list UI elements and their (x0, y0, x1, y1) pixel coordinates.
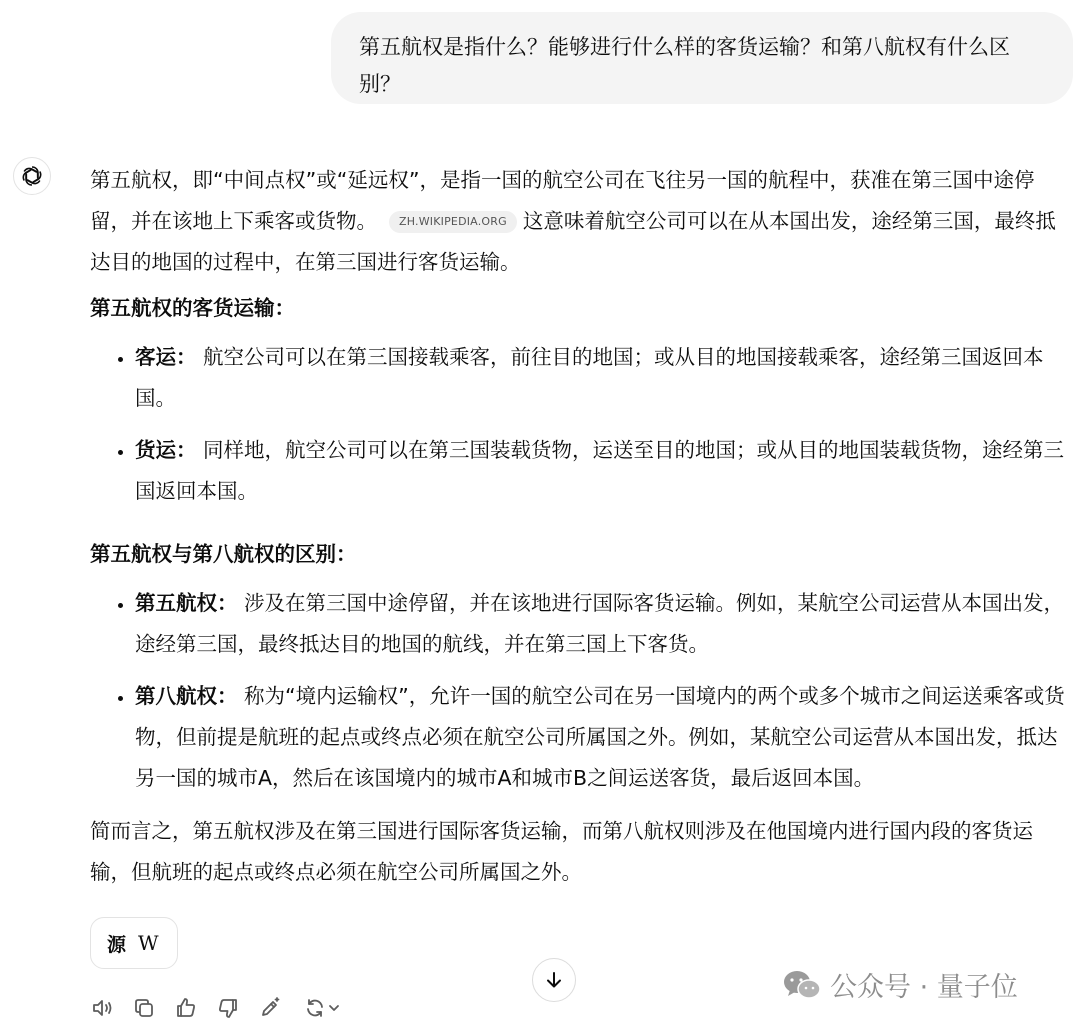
list-item (135, 583, 1070, 665)
scroll-down-button[interactable] (532, 958, 576, 1002)
thumbs-up-icon (174, 996, 198, 1020)
citation-chip[interactable]: ZH.WIKIPEDIA.ORG (389, 211, 517, 233)
copy-icon (132, 996, 156, 1020)
regenerate-icon (303, 996, 327, 1020)
user-message-text: 第五航权是指什么？能够进行什么样的客货运输？和第八航权有什么区别？ (359, 35, 1010, 96)
assistant-avatar (13, 157, 51, 195)
wechat-icon (782, 968, 822, 1002)
watermark (782, 965, 1018, 1004)
section-heading-difference: 第五航权与第八航权的区别： (90, 542, 357, 566)
list-item (135, 337, 1070, 419)
item-label: 第八航权： (135, 684, 238, 708)
transport-list (90, 337, 1070, 512)
thumbs-down-icon (216, 996, 240, 1020)
wikipedia-icon: W (138, 931, 159, 955)
copy-button[interactable] (132, 996, 156, 1020)
intro-text-2: 这意味着航空公司可以在从本国出发，途经第三国，最终抵达目的地国的过程中，在第三国进行客货运输。 (90, 209, 1056, 274)
thumbs-up-button[interactable] (174, 996, 198, 1020)
difference-list (90, 583, 1070, 799)
edit-sparkle-button[interactable] (258, 996, 282, 1020)
item-text: 涉及在第三国中途停留，并在该地进行国际客货运输。例如，某航空公司运营从本国出发，途经第三国，最终抵达目的地国的航线，并在第三国上下客货。 (135, 591, 1065, 656)
list-item (135, 676, 1070, 799)
watermark-text: 公众号 · 量子位 (830, 972, 1018, 1003)
intro-text-1: 第五航权，即“中间点权”或“延远权”，是指一国的航空公司在飞往另一国的航程中，获准在第三国中途停留，并在该地上下乘客或货物。 (90, 168, 1035, 233)
answer-intro (90, 160, 1070, 283)
user-message-bubble (331, 12, 1073, 104)
item-text: 航空公司可以在第三国接载乘客，前往目的地国；或从目的地国接载乘客，途经第三国返回本国。 (135, 345, 1044, 410)
read-aloud-icon (90, 996, 114, 1020)
thumbs-down-button[interactable] (216, 996, 240, 1020)
openai-logo-icon (20, 164, 44, 188)
regenerate-button[interactable] (300, 996, 344, 1020)
item-text: 称为“境内运输权”，允许一国的航空公司在另一国境内的两个或多个城市之间运送乘客或货物，但前提是航班的起点或终点必须在航空公司所属国之外。例如，某航空公司运营从本国出发，抵达另一国的城市A，然后在该国境内的城市A和城市B之间运送客货，最后返回本国。 (135, 684, 1065, 790)
sources-label: 源 (107, 933, 127, 956)
chevron-down-icon (327, 1001, 341, 1015)
item-label: 货运： (135, 438, 197, 462)
item-label: 第五航权： (135, 591, 238, 615)
assistant-answer (90, 160, 1070, 893)
item-text: 同样地，航空公司可以在第三国装载货物，运送至目的地国；或从目的地国装载货物，途经第三国返回本国。 (135, 438, 1065, 503)
message-actions (90, 996, 344, 1020)
section-heading-transport: 第五航权的客货运输： (90, 296, 295, 320)
read-aloud-button[interactable] (90, 996, 114, 1020)
edit-sparkle-icon (258, 996, 282, 1020)
item-label: 客运： (135, 345, 197, 369)
arrow-down-icon (544, 970, 564, 990)
list-item (135, 430, 1070, 512)
sources-button[interactable] (90, 917, 178, 969)
answer-summary: 简而言之，第五航权涉及在第三国进行国际客货运输，而第八航权则涉及在他国境内进行国内段的客货运输，但航班的起点或终点必须在航空公司所属国之外。 (90, 819, 1033, 884)
